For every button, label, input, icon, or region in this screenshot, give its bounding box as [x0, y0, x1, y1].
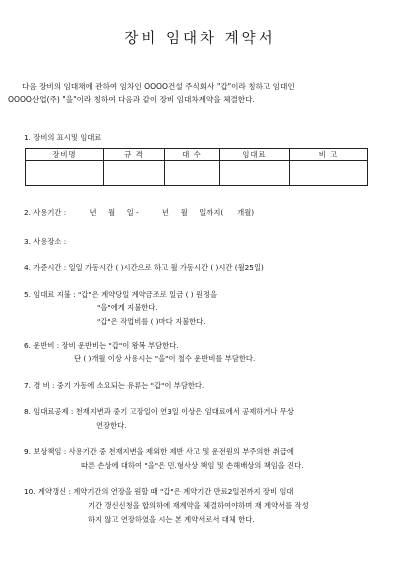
header-spec: 규 격: [104, 149, 165, 161]
section-6-transport-line-2: 단 ( )개월 이상 사용시는 "을"이 철수 운반비를 부담한다.: [74, 354, 256, 363]
section-6-transport: 6. 운반비 : 장비 운반비는 "갑"이 왕복 부담한다.: [24, 341, 179, 350]
table-cell: [104, 161, 165, 186]
section-8-deduction-line-2: 연장한다.: [96, 421, 127, 430]
document-title: 장비 임대차 계약서: [124, 31, 276, 47]
intro-line-2: OOOO산업(주) "을"이라 칭하여 다음과 같이 장비 임대차계약을 체결한다.: [8, 95, 255, 104]
table-cell: [26, 161, 104, 186]
section-3-location: 3. 사용장소 :: [24, 237, 67, 246]
section-5-payment-line-2: "을"에게 지불한다.: [97, 303, 158, 312]
section-7-expenses: 7. 경 비 : 중기 가동에 소요되는 유류는 "갑"이 부담한다.: [24, 381, 205, 390]
section-5-payment: 5. 임대료 지불 : "갑"은 계약당일 계약금조로 일금 ( ) 원정을: [24, 290, 218, 299]
section-5-payment-line-3: "갑"은 작업비를 ( )마다 지불한다.: [97, 317, 206, 326]
intro-paragraph: [8, 80, 392, 106]
section-8-deduction: 8. 임대료공제 : 천재지변과 중기 고장일이 연3일 이상은 임대료에서 공제하거나 무상: [24, 407, 294, 416]
section-10-renewal-line-3: 하지 않고 연장하였을 시는 본 계약서로서 대체 한다.: [88, 515, 255, 524]
section-9-liability-line-2: 따른 손상에 대하여 "을"은 민.형사상 책임 및 손해배상의 책임을 진다.: [81, 461, 304, 470]
table-header-row: [26, 149, 368, 161]
equipment-table: [25, 148, 368, 186]
table-cell: [290, 161, 368, 186]
section-10-renewal-line-2: 기간 갱신신청을 합의하에 재계약을 체결하여야하며 재 계약서를 작성: [88, 501, 309, 510]
table-cell: [165, 161, 220, 186]
section-1-heading: 1. 장비의 표시및 임대료: [24, 133, 102, 142]
section-2-period: 2. 사용기간 : 년 월 일 - 년 월 일까지( 개월): [24, 208, 255, 217]
section-9-liability: 9. 보상책임 : 사용기간 중 천재지변을 제외한 제반 사고 및 운전원의 부주의한 취급에: [24, 447, 294, 456]
table-cell: [220, 161, 290, 186]
table-row: [26, 161, 368, 186]
header-remarks: 비 고: [290, 149, 368, 161]
intro-line-1: 다음 장비의 임대채에 관하여 임차인 OOOO건설 주식회사 "갑"이라 칭하고 임대인: [22, 82, 295, 91]
header-equipment-name: 장비명: [26, 149, 104, 161]
section-4-operating-hours: 4. 가준시간 : 일일 가동시간 ( )시간으로 하고 월 가동시간 ( )시간 (월25일): [24, 263, 264, 272]
header-rental-fee: 임대료: [220, 149, 290, 161]
header-quantity: 대 수: [165, 149, 220, 161]
section-10-renewal: 10. 계약갱신 : 계약기간의 연장을 원할 때 "갑"은 계약기간 만료2일전까지 장비 임대: [24, 487, 294, 496]
